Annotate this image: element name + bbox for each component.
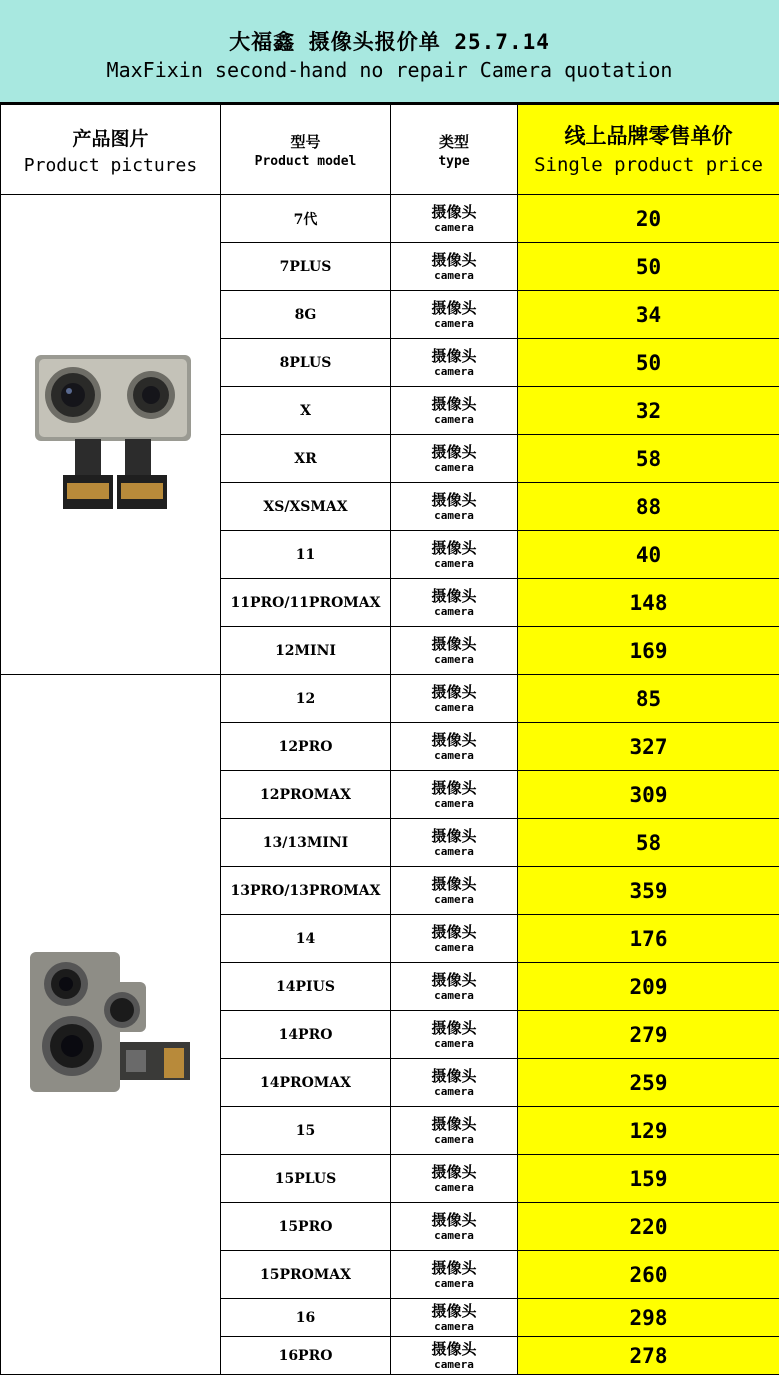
product-price: 279: [518, 1011, 779, 1059]
column-header-type-cn: 类型: [391, 131, 517, 152]
product-type: [391, 675, 518, 723]
product-type-en: camera: [391, 1358, 517, 1372]
product-price: 129: [518, 1107, 779, 1155]
product-type-cn: 摄像头: [391, 923, 517, 941]
product-price: 169: [518, 627, 779, 675]
product-price: 58: [518, 435, 779, 483]
product-type-en: camera: [391, 797, 517, 811]
product-model: 16PRO: [221, 1337, 391, 1375]
table-row: [1, 675, 779, 723]
product-model: 7代: [221, 195, 391, 243]
product-type: [391, 1011, 518, 1059]
product-price: 50: [518, 243, 779, 291]
product-type-cn: 摄像头: [391, 1259, 517, 1277]
product-type-en: camera: [391, 653, 517, 667]
product-model: 11PRO/11PROMAX: [221, 579, 391, 627]
product-type-cn: 摄像头: [391, 587, 517, 605]
product-type: [391, 915, 518, 963]
column-header-picture: [1, 105, 221, 195]
product-model: 11: [221, 531, 391, 579]
product-price: 259: [518, 1059, 779, 1107]
product-model: XR: [221, 435, 391, 483]
product-price: 278: [518, 1337, 779, 1375]
product-type: [391, 195, 518, 243]
product-type: [391, 483, 518, 531]
product-type-en: camera: [391, 1320, 517, 1334]
product-model: X: [221, 387, 391, 435]
product-price: 32: [518, 387, 779, 435]
product-type: [391, 339, 518, 387]
product-price: 34: [518, 291, 779, 339]
product-type-cn: 摄像头: [391, 443, 517, 461]
product-type-en: camera: [391, 557, 517, 571]
column-header-model-en: Product model: [221, 154, 390, 169]
product-type-en: camera: [391, 701, 517, 715]
product-type: [391, 723, 518, 771]
product-price: 40: [518, 531, 779, 579]
table-row: [1, 195, 779, 243]
product-type-cn: 摄像头: [391, 395, 517, 413]
product-type: [391, 1299, 518, 1337]
product-price: 260: [518, 1251, 779, 1299]
product-type-en: camera: [391, 845, 517, 859]
product-type-en: camera: [391, 1133, 517, 1147]
product-type-en: camera: [391, 893, 517, 907]
product-type-cn: 摄像头: [391, 1019, 517, 1037]
product-type-en: camera: [391, 1037, 517, 1051]
quotation-header: [0, 0, 779, 104]
product-type: [391, 435, 518, 483]
product-model: 15PRO: [221, 1203, 391, 1251]
product-type-cn: 摄像头: [391, 491, 517, 509]
column-header-price-cn: 线上品牌零售单价: [518, 120, 779, 150]
product-type-en: camera: [391, 413, 517, 427]
column-header-type-en: type: [391, 154, 517, 169]
product-type-en: camera: [391, 941, 517, 955]
product-price: 50: [518, 339, 779, 387]
product-model: 7PLUS: [221, 243, 391, 291]
product-model: 13PRO/13PROMAX: [221, 867, 391, 915]
product-type: [391, 1337, 518, 1375]
product-model: 8G: [221, 291, 391, 339]
product-model: 13/13MINI: [221, 819, 391, 867]
product-type: [391, 291, 518, 339]
product-type-cn: 摄像头: [391, 1067, 517, 1085]
product-type-cn: 摄像头: [391, 203, 517, 221]
product-type-cn: 摄像头: [391, 1302, 517, 1320]
product-model: 12PROMAX: [221, 771, 391, 819]
product-model: 12MINI: [221, 627, 391, 675]
product-type-cn: 摄像头: [391, 1340, 517, 1358]
product-price: 20: [518, 195, 779, 243]
product-model: 14PRO: [221, 1011, 391, 1059]
product-type-en: camera: [391, 605, 517, 619]
column-header-model: [221, 105, 391, 195]
product-model: 16: [221, 1299, 391, 1337]
product-type-en: camera: [391, 365, 517, 379]
product-price: 309: [518, 771, 779, 819]
column-header-type: [391, 105, 518, 195]
product-type-en: camera: [391, 1181, 517, 1195]
product-type: [391, 531, 518, 579]
product-type-en: camera: [391, 221, 517, 235]
product-type: [391, 771, 518, 819]
product-price: 327: [518, 723, 779, 771]
product-model: 15PROMAX: [221, 1251, 391, 1299]
column-header-picture-cn: 产品图片: [1, 124, 220, 151]
product-type-cn: 摄像头: [391, 971, 517, 989]
product-type-cn: 摄像头: [391, 875, 517, 893]
product-type: [391, 579, 518, 627]
product-type-cn: 摄像头: [391, 779, 517, 797]
product-type-cn: 摄像头: [391, 539, 517, 557]
column-header-price-en: Single product price: [518, 150, 779, 180]
product-price: 159: [518, 1155, 779, 1203]
product-type: [391, 627, 518, 675]
product-type-en: camera: [391, 1229, 517, 1243]
product-price: 220: [518, 1203, 779, 1251]
product-type: [391, 1251, 518, 1299]
product-type-en: camera: [391, 461, 517, 475]
product-type-en: camera: [391, 317, 517, 331]
product-type-en: camera: [391, 1277, 517, 1291]
product-price: 359: [518, 867, 779, 915]
product-type-cn: 摄像头: [391, 731, 517, 749]
product-model: 15: [221, 1107, 391, 1155]
product-type: [391, 1059, 518, 1107]
product-type-cn: 摄像头: [391, 1115, 517, 1133]
product-price: 298: [518, 1299, 779, 1337]
product-type: [391, 963, 518, 1011]
product-model: 8PLUS: [221, 339, 391, 387]
product-model: 14: [221, 915, 391, 963]
triple-camera-module-icon: [26, 948, 196, 1098]
title-english: MaxFixin second-hand no repair Camera quotation: [0, 58, 779, 82]
product-type-cn: 摄像头: [391, 683, 517, 701]
product-model: 14PIUS: [221, 963, 391, 1011]
product-picture-cell: [1, 195, 221, 675]
product-model: 14PROMAX: [221, 1059, 391, 1107]
product-type-cn: 摄像头: [391, 251, 517, 269]
column-header-model-cn: 型号: [221, 131, 390, 152]
product-type: [391, 1107, 518, 1155]
product-price: 85: [518, 675, 779, 723]
product-type: [391, 243, 518, 291]
product-type-cn: 摄像头: [391, 827, 517, 845]
product-type: [391, 387, 518, 435]
product-price: 209: [518, 963, 779, 1011]
product-type-cn: 摄像头: [391, 347, 517, 365]
product-type-cn: 摄像头: [391, 1163, 517, 1181]
product-type: [391, 1155, 518, 1203]
product-model: 12: [221, 675, 391, 723]
column-header-picture-en: Product pictures: [1, 155, 220, 176]
product-type: [391, 867, 518, 915]
product-type-en: camera: [391, 749, 517, 763]
product-type: [391, 819, 518, 867]
product-model: 15PLUS: [221, 1155, 391, 1203]
table-header-row: [1, 105, 779, 195]
price-table: [0, 104, 779, 1375]
product-type-en: camera: [391, 509, 517, 523]
title-chinese: 大福鑫 摄像头报价单 25.7.14: [0, 26, 779, 56]
product-price: 176: [518, 915, 779, 963]
column-header-price: [518, 105, 779, 195]
product-type: [391, 1203, 518, 1251]
product-price: 58: [518, 819, 779, 867]
product-model: 12PRO: [221, 723, 391, 771]
dual-camera-module-icon: [31, 353, 191, 513]
product-price: 148: [518, 579, 779, 627]
product-model: XS/XSMAX: [221, 483, 391, 531]
product-type-cn: 摄像头: [391, 1211, 517, 1229]
product-type-cn: 摄像头: [391, 299, 517, 317]
product-type-en: camera: [391, 1085, 517, 1099]
product-type-cn: 摄像头: [391, 635, 517, 653]
product-price: 88: [518, 483, 779, 531]
product-picture-cell: [1, 675, 221, 1375]
product-type-en: camera: [391, 269, 517, 283]
product-type-en: camera: [391, 989, 517, 1003]
